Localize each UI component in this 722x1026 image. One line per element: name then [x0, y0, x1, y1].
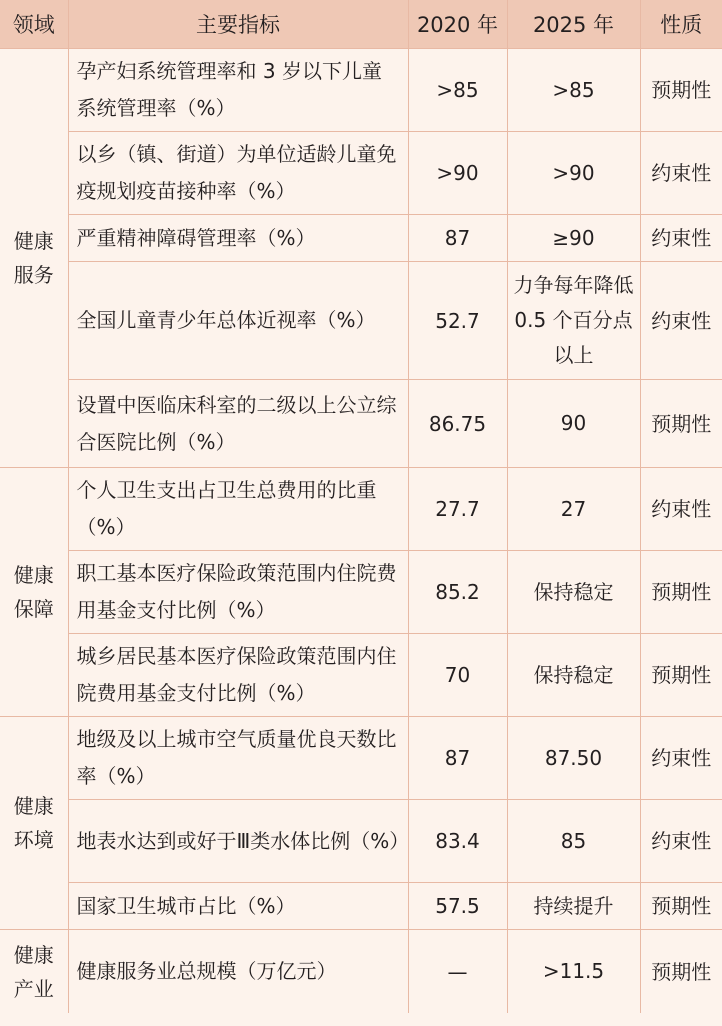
- indicator-cell: 职工基本医疗保险政策范围内住院费用基金支付比例（%）: [68, 551, 408, 634]
- indicator-cell: 个人卫生支出占卫生总费用的比重（%）: [68, 468, 408, 551]
- value-2025: >85: [507, 49, 640, 132]
- value-2025: 85: [507, 800, 640, 883]
- value-2020: —: [408, 930, 507, 1014]
- indicator-cell: 地表水达到或好于Ⅲ类水体比例（%）: [68, 800, 408, 883]
- indicator-cell: 设置中医临床科室的二级以上公立综合医院比例（%）: [68, 380, 408, 468]
- indicator-cell: 国家卫生城市占比（%）: [68, 883, 408, 930]
- value-2020: 52.7: [408, 262, 507, 380]
- table-row: [0, 262, 722, 380]
- indicator-cell: 以乡（镇、街道）为单位适龄儿童免疫规划疫苗接种率（%）: [68, 132, 408, 215]
- indicator-cell: 城乡居民基本医疗保险政策范围内住院费用基金支付比例（%）: [68, 634, 408, 717]
- nature-cell: 预期性: [640, 634, 722, 717]
- table-row: [0, 551, 722, 634]
- value-2020: 87: [408, 215, 507, 262]
- value-2025: 27: [507, 468, 640, 551]
- nature-cell: 约束性: [640, 132, 722, 215]
- nature-cell: 预期性: [640, 930, 722, 1014]
- indicator-cell: 孕产妇系统管理率和 3 岁以下儿童系统管理率（%）: [68, 49, 408, 132]
- value-2020: 87: [408, 717, 507, 800]
- header-2020: 2020 年: [408, 0, 507, 49]
- header-indicator: 主要指标: [68, 0, 408, 49]
- indicator-cell: 健康服务业总规模（万亿元）: [68, 930, 408, 1014]
- nature-cell: 约束性: [640, 717, 722, 800]
- table-row: [0, 215, 722, 262]
- group-health-service: 健康服务: [0, 49, 68, 468]
- value-2025: 90: [507, 380, 640, 468]
- value-2020: 83.4: [408, 800, 507, 883]
- value-2020: 57.5: [408, 883, 507, 930]
- indicator-cell: 全国儿童青少年总体近视率（%）: [68, 262, 408, 380]
- table-row: [0, 49, 722, 132]
- value-2025: >90: [507, 132, 640, 215]
- table-row: [0, 883, 722, 930]
- nature-cell: 约束性: [640, 215, 722, 262]
- nature-cell: 约束性: [640, 468, 722, 551]
- header-2025: 2025 年: [507, 0, 640, 49]
- nature-cell: 预期性: [640, 380, 722, 468]
- nature-cell: 预期性: [640, 551, 722, 634]
- value-2025: ≥90: [507, 215, 640, 262]
- indicator-cell: 严重精神障碍管理率（%）: [68, 215, 408, 262]
- table-row: [0, 380, 722, 468]
- table-row: [0, 132, 722, 215]
- value-2020: 86.75: [408, 380, 507, 468]
- value-2020: 27.7: [408, 468, 507, 551]
- table-row: [0, 468, 722, 551]
- nature-cell: 预期性: [640, 883, 722, 930]
- value-2025: 保持稳定: [507, 551, 640, 634]
- value-2025: 保持稳定: [507, 634, 640, 717]
- table-header-row: [0, 0, 722, 49]
- value-2025: 力争每年降低 0.5 个百分点以上: [507, 262, 640, 380]
- table-row: [0, 930, 722, 1014]
- value-2025: 持续提升: [507, 883, 640, 930]
- indicator-cell: 地级及以上城市空气质量优良天数比率（%）: [68, 717, 408, 800]
- header-nature: 性质: [640, 0, 722, 49]
- value-2020: 85.2: [408, 551, 507, 634]
- nature-cell: 约束性: [640, 800, 722, 883]
- nature-cell: 预期性: [640, 49, 722, 132]
- group-health-industry: 健康产业: [0, 930, 68, 1014]
- value-2020: >90: [408, 132, 507, 215]
- header-domain: 领域: [0, 0, 68, 49]
- table-row: [0, 634, 722, 717]
- table-row: [0, 800, 722, 883]
- value-2020: >85: [408, 49, 507, 132]
- value-2020: 70: [408, 634, 507, 717]
- value-2025: >11.5: [507, 930, 640, 1014]
- nature-cell: 约束性: [640, 262, 722, 380]
- value-2025: 87.50: [507, 717, 640, 800]
- group-health-security: 健康保障: [0, 468, 68, 717]
- table-row: [0, 717, 722, 800]
- group-health-environment: 健康环境: [0, 717, 68, 930]
